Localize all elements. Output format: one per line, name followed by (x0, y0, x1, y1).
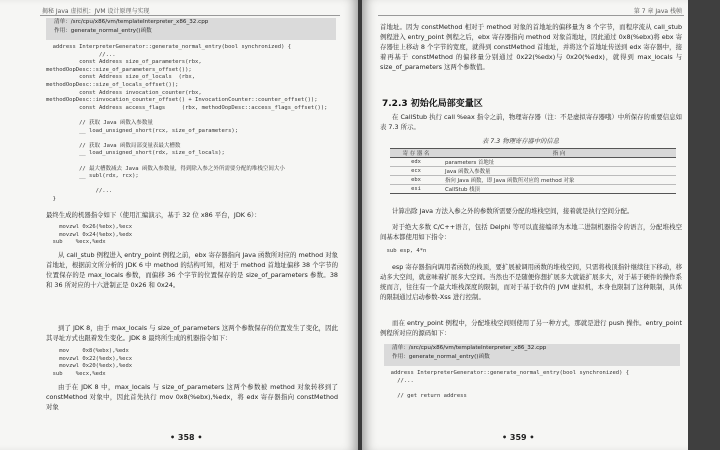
right-book-page (362, 0, 688, 450)
paragraph: 到了 JDK 8，由于 max_locals 与 size_of_parameters 这两个参数保存的位置发生了变化，因此其寻址方式也跟着发生变化。JDK 8 最终所生成的机器指令如下： (46, 324, 338, 342)
paragraph: 由于在 JDK 8 中，max_locals 与 size_of_parameters 这两个参数被 method 对象转移到了 constMethod 对象中，因此首先执行 mov 0x8(%ebx),%edx，将 edx 寄存器指向 constMethod 对象 (46, 383, 338, 411)
left-running-header: 揭秘 Java 虚拟机：JVM 设计原理与实现 (42, 8, 150, 15)
listing-function: 作用：generate_normal_entry()函数 (54, 27, 152, 34)
code-block: address InterpreterGenerator::generate_normal_entry(bool synchronized) { //... // get return address (390, 370, 630, 399)
table-caption: 表 7.3 物理寄存器中的信息 (482, 138, 559, 145)
table-cell: esi (390, 185, 442, 194)
table-header: 指 向 (442, 149, 676, 158)
table-row (390, 158, 676, 167)
table-row (390, 185, 676, 194)
paragraph: 从 call_stub 例程进入 entry_point 例程之前，ebx 寄存器指向 Java 函数所对应的 method 对象首地址，根据前文所分析的 JDK 6 中 method 的结构可知，相对于 method 首地址偏移 38 个字节的位置保存的是 max_locals 参数，而偏移 36 个字节的位置保存的是 size_of_parameters 参数。38 和 36 所对应的十六进制正是 0x26 和 0x24。 (46, 251, 338, 289)
table-cell: edx (390, 158, 442, 167)
assembly-block: movzwl 0x26(%ebx),%ecx movzwl 0x24(%ebx),%edx sub %ecx,%edx (52, 224, 133, 246)
code-listing-header (46, 18, 336, 40)
table-row (390, 167, 676, 176)
header-rule (40, 15, 340, 16)
paragraph: 计算出除 Java 方法入参之外的参数所需要分配的堆栈空间，接着就是执行空间分配。 (392, 207, 634, 215)
table-cell: ecx (390, 167, 442, 176)
background-edge (688, 0, 720, 450)
code-block: address InterpreterGenerator::generate_normal_entry(bool synchronized) { //... const Address size_of_parameters(rbx, methodOopDesc::size_of_parameters_offset()); const Address size_of_locals (rbx, methodOopDesc::size_of_locals_offset()); const Address invocation_counter(rbx, methodOopDesc::invocation_counter_offset() + InvocationCounter::counter_offset()); const Address access_flags (rbx, methodOopDesc::access_flags_offset()); // 获取 Java 函数入参数量 __ load_unsigned_short(rcx, size_of_parameters); // 获取 Java 函数局部变量表最大槽数 __ load_unsigned_short(rdx, size_of_locals); // 最大槽数减去 Java 函数入参数量，得到除入参之外所需要分配的堆栈空间大小 __ subl(rdx, rcx); //... } (46, 44, 328, 202)
table-cell: CallStub 栈顶 (442, 185, 676, 194)
assembly-block: sub esp, 4*n (380, 248, 427, 254)
paragraph: 对于绝大多数 C/C++语言，包括 Delphi 等可以直接编译为本地二进制机器指令的语言，分配堆栈空间基本都使用如下指令： (380, 223, 682, 241)
paragraph: 而在 entry_point 例程中，分配堆栈空间则使用了另一种方式，那就是进行 push 操作。entry_point 例程所对应的源码如下： (380, 319, 682, 337)
left-book-page (0, 0, 358, 450)
page-number: • 359 • (502, 433, 535, 442)
table-row (390, 176, 676, 185)
assembly-block: mov 0x8(%ebx),%edx movzwl 0x22(%edx),%ecx movzwl 0x20(%edx),%edx sub %ecx,%edx (52, 348, 133, 377)
table-cell: 指向 Java 函数，即 Java 函数所对应的 method 对象 (442, 176, 676, 185)
right-running-header: 第 7 章 Java 栈帧 (633, 8, 682, 15)
table-cell: ebx (390, 176, 442, 185)
paragraph: 最终生成的机器指令如下（使用汇编演示，基于 32 位 x86 平台，JDK 6）： (46, 211, 261, 219)
table-cell: Java 函数入参数量 (442, 167, 676, 176)
paragraph: 首地址。因为 constMethod 相对于 method 对象的首地址的偏移量为 8 个字节，而程序流从 call_stub 例程进入 entry_point 例程之后，ebx 寄存器指向 method 对象首地址，因此通过 0x8(%ebx)将 ebx 寄存器往上移动 8 个字节的宽度，就得到 constMethod 首地址，并将这个首地址传送到 edx 寄存器中，接着再基于 constMethod 的偏移量分别通过 0x22(%edx)与 0x20(%edx)，就得到 max_locals 与 size_of_parameters 这两个参数值。 (380, 23, 682, 71)
header-rule (378, 15, 684, 16)
listing-file: 清单：/src/cpu/x86/vm/templateInterpreter_x86_32.cpp (54, 19, 209, 25)
page-number: • 358 • (170, 433, 203, 442)
paragraph: esp 寄存器指向调用者函数的栈顶，要扩展被调用函数的堆栈空间，只需将栈顶指针继续往下移动，移动多大空间，就意味着扩展多大空间。当然也不是随便你想扩展多大就能扩展多大，对于基于硬件的操作系统而言，往往有一个最大堆栈深度的限制，而对于基于软件的 JVM 虚拟机，本身也限制了这种限制，具体的限制通过启动参数-Xss 进行控制。 (380, 263, 682, 301)
listing-function: 作用：generate_normal_entry()函数 (392, 353, 490, 360)
table-header: 寄 存 器 名 (390, 149, 442, 158)
section-heading: 7.2.3 初始化局部变量区 (382, 99, 483, 109)
table-header-row (390, 149, 676, 158)
code-listing-header (384, 344, 680, 366)
listing-file: 清单：/src/cpu/x86/vm/templateInterpreter_x86_32.cpp (392, 345, 547, 351)
table-cell: parameters 首地址 (442, 158, 676, 167)
paragraph: 在 CallStub 执行 call %eax 指令之前，物理寄存器（注：不是虚拟寄存器哦）中所保存的重要信息如表 7.3 所示。 (380, 113, 682, 131)
register-table (390, 148, 676, 194)
